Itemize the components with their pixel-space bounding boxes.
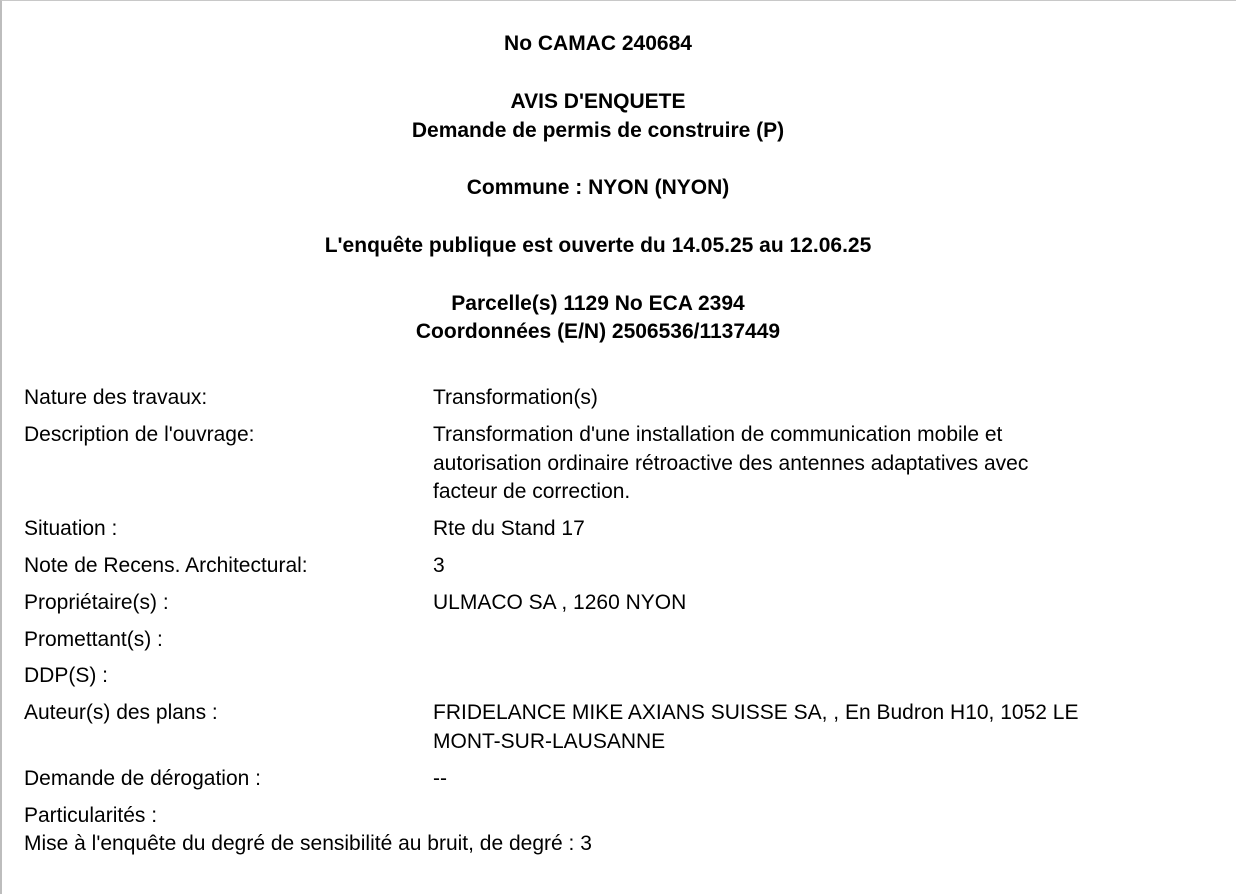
- description-line: autorisation ordinaire rétroactive des antennes adaptatives avec: [433, 452, 1029, 475]
- auteurs-line: FRIDELANCE MIKE AXIANS SUISSE SA, , En Budron H10, 1052 LE: [433, 701, 1079, 724]
- derogation-value: --: [433, 767, 447, 790]
- avis-title: AVIS D'ENQUETE: [510, 90, 686, 113]
- parcelles: Parcelle(s) 1129 No ECA 2394: [451, 292, 745, 315]
- nature-value: Transformation(s): [433, 386, 598, 409]
- camac-number: No CAMAC 240684: [504, 32, 692, 55]
- situation-value: Rte du Stand 17: [433, 517, 585, 540]
- particularites-label: Particularités :: [24, 804, 158, 827]
- note-value: 3: [433, 554, 445, 577]
- situation-label: Situation :: [24, 517, 118, 540]
- description-label: Description de l'ouvrage:: [24, 423, 255, 446]
- note-label: Note de Recens. Architectural:: [24, 554, 308, 577]
- enquete-period: L'enquête publique est ouverte du 14.05.25 au 12.06.25: [324, 234, 872, 257]
- commune: Commune : NYON (NYON): [466, 176, 730, 199]
- promettants-label: Promettant(s) :: [24, 628, 163, 651]
- coordonnees: Coordonnées (E/N) 2506536/1137449: [415, 320, 781, 343]
- derogation-label: Demande de dérogation :: [24, 767, 261, 790]
- auteurs-label: Auteur(s) des plans :: [24, 701, 218, 724]
- proprietaires-label: Propriétaire(s) :: [24, 591, 169, 614]
- proprietaires-value: ULMACO SA , 1260 NYON: [433, 591, 687, 614]
- nature-label: Nature des travaux:: [24, 386, 208, 409]
- ddp-label: DDP(S) :: [24, 664, 108, 687]
- particularites-value: Mise à l'enquête du degré de sensibilité au bruit, de degré : 3: [24, 832, 592, 855]
- demande-type: Demande de permis de construire (P): [411, 119, 785, 142]
- auteurs-line: MONT-SUR-LAUSANNE: [433, 730, 666, 753]
- description-line: facteur de correction.: [433, 480, 631, 503]
- description-line: Transformation d'une installation de communication mobile et: [433, 423, 1003, 446]
